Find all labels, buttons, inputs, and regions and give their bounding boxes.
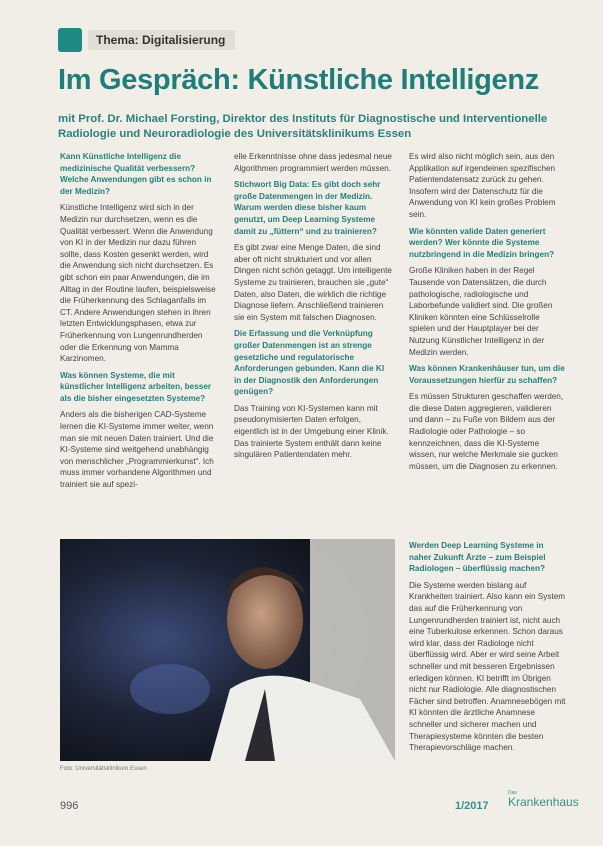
issue-number: 1/2017 [455, 800, 489, 812]
answer: Das Training von KI-Systemen kann mit pseudonymisierten Daten erfolgen, eigentlich ist in der Umgebung einer Klinik. Das trainierte System enthält dann keine singulären Patientendaten mehr. [234, 403, 389, 460]
question: Werden Deep Learning Systeme in naher Zukunft Ärzte – zum Beispiel Radiologen – überflüssig machen? [409, 541, 546, 574]
article-subtitle: mit Prof. Dr. Michael Forsting, Direktor des Instituts für Diagnostische und Interventionelle Radiologie und Neuroradiologie des Universitätsklinikums Essen [58, 113, 548, 140]
answer: elle Erkenntnisse ohne dass jedesmal neue Algorithmen programmiert werden müssen. [234, 152, 392, 173]
column-3 [409, 151, 567, 477]
topic-header [58, 28, 235, 52]
logo-text: Krankenhaus [508, 795, 579, 809]
question: Was können Krankenhäuser tun, um die Voraussetzungen hierfür zu schaffen? [409, 364, 565, 385]
portrait-image [60, 539, 395, 761]
question: Kann Künstliche Intelligenz die medizinische Qualität verbessern? Welche Anwendungen gibt es schon in der Medizin? [60, 152, 212, 196]
column-2 [234, 151, 392, 466]
topic-square-icon [58, 28, 82, 52]
answer: Die Systeme werden bislang auf Krankheiten trainiert. Also kann ein System das auf die Früherkennung von Lungenrundherden trainiert ist, nicht auch eine Tuberkulose erkennen. Schon daraus wird klar, dass der Radiologe nicht überflüssig wird. Aber er wird seine Arbeit schneller und mit besseren Ergebnissen erledigen können. KI betrifft im Übrigen nicht nur Radiologie. Alle diagnostischen Fächer sind betroffen. Anamnesebögen mit KI könnten die ärztliche Anamnese schneller und sicherer machen und Therapiesysteme könnten die besten Therapievorschläge machen. [409, 580, 566, 753]
article-title: Im Gespräch: Künstliche Intelligenz [58, 64, 539, 96]
question: Was können Systeme, die mit künstlicher Intelligenz arbeiten, besser als die bisher eingesetzten Systeme? [60, 370, 212, 403]
question: Stichwort Big Data: Es gibt doch sehr große Datenmengen in der Medizin. Warum werden diese bisher kaum genutzt, um Deep Learning Systeme damit zu „füttern“ und zu trainieren? [234, 180, 381, 236]
topic-label: Thema: Digitalisierung [88, 30, 235, 50]
answer: Es wird also nicht möglich sein, aus den Applikation auf irgendeinen spezifischen Patientendatensatz zurück zu gehen. Insofern wird der Datenschutz für die Anwendung von KI kein großes Problem sein. [409, 152, 556, 219]
answer: Anders als die bisherigen CAD-Systeme lernen die KI-Systeme immer weiter, wenn man sie mit neuen Daten trainiert. Und die KI-Systeme sind weitgehend unabhängig von menschlicher „Programmierkunst“. Ich muss immer vorhandene Algorithmen und trainiert sie auf spezi- [60, 410, 214, 490]
answer: Künstliche Intelligenz wird sich in der Medizin nur durchsetzen, wenn es die Qualität verbessert. Wenn die Anwendung von KI in der Medizin nur dazu führen sollte, dass Kosten gesenkt werden, wird die Anwendung sich nicht durchsetzen. Es gibt schon ein paar Anwendungen, die im Alltag in der Routine laufen, beispielsweise die Früherkennung des Schlaganfalls im CT. Andere Anwendungen stehen in ihren letzten Entwicklungsphasen, etwa zur Früherkennung von Lungenrundherden oder die Erkennung von Mamma Karzinomen. [60, 203, 216, 364]
answer: Es müssen Strukturen geschaffen werden, die diese Daten aggregieren, validieren und dann – zu Fuße von Bildern aus der Radiologie oder Pathologie – so kennzeichnen, dass die KI-Systeme wissen, nur welche Merkmale sie gucken müssen, um die Diagnosen zu erkennen. [409, 392, 564, 471]
column-3-lower [409, 540, 567, 759]
magazine-logo [508, 790, 579, 809]
question: Wie könnten valide Daten generiert werden? Wer könnte die Systeme nutzbringend in die Medizin bringen? [409, 226, 555, 259]
column-1 [60, 151, 218, 496]
logo-small-text: Das [508, 790, 517, 796]
portrait-photo [60, 539, 395, 761]
answer: Große Kliniken haben in der Regel Tausende von Datensätzen, die durch pathologische, radiologische und Laborbefunde validiert sind. Die großen Kliniken könnten eine Schlüsselrolle spielen und der Hauptplayer bei der Nutzung Künstlicher Intelligenz in der Medizin werden. [409, 266, 553, 357]
page-number: 996 [60, 800, 79, 812]
photo-caption: Foto: Universitätsklinikum Essen [60, 766, 147, 772]
answer: Es gibt zwar eine Menge Daten, die sind aber oft nicht strukturiert und vor allen Dingen nicht schön getaggt. Um intelligente Systeme zu trainieren, brauchen sie „gute“ Daten, also Daten, die wirklich die richtige Diagnose liefern. Anschließend trainieren sie ein System mit falschen Diagnosen. [234, 243, 392, 322]
question: Die Erfassung und die Verknüpfung großer Datenmengen ist an strenge gesetzliche und regulatorische Anforderungen gebunden. Kann die KI in der Diagnostik den Anforderungen genügen? [234, 329, 385, 397]
